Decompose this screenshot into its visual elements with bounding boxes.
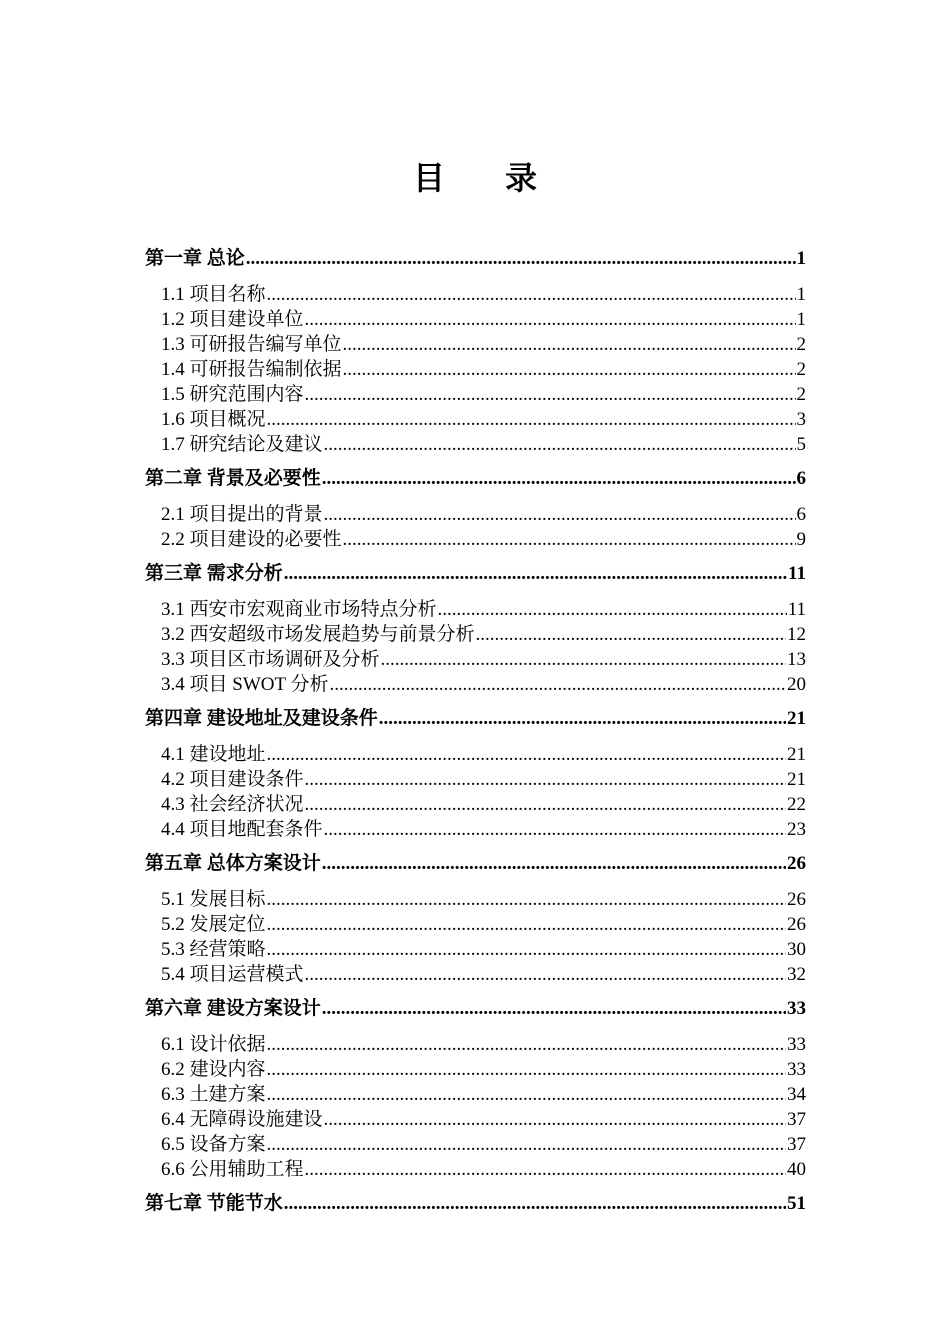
toc-section-entry[interactable] bbox=[145, 1032, 806, 1057]
toc-leader-dots bbox=[324, 432, 796, 457]
toc-section-title: 1.2 项目建设单位 bbox=[161, 309, 304, 330]
toc-chapter-entry[interactable] bbox=[145, 851, 806, 876]
toc-chapter-title: 第五章 总体方案设计 bbox=[145, 853, 321, 874]
toc-leader-dots bbox=[267, 1082, 786, 1107]
toc-section-entry[interactable] bbox=[145, 937, 806, 962]
toc-leader-dots bbox=[438, 597, 787, 622]
toc-page-number: 2 bbox=[796, 384, 806, 405]
toc-section-entry[interactable] bbox=[145, 527, 806, 552]
toc-leader-dots bbox=[267, 1132, 786, 1157]
toc-section-entry[interactable] bbox=[145, 962, 806, 987]
toc-leader-dots bbox=[379, 706, 786, 731]
toc-page-number: 21 bbox=[787, 744, 806, 765]
toc-section-title: 3.1 西安市宏观商业市场特点分析 bbox=[161, 599, 437, 620]
toc-leader-dots bbox=[324, 1107, 786, 1132]
toc-section-title: 6.4 无障碍设施建设 bbox=[161, 1109, 323, 1130]
toc-section-entry[interactable] bbox=[145, 1082, 806, 1107]
toc-leader-dots bbox=[324, 502, 796, 527]
toc-page-number: 37 bbox=[787, 1134, 806, 1155]
toc-chapter-title: 第三章 需求分析 bbox=[145, 563, 283, 584]
toc-leader-dots bbox=[322, 851, 786, 876]
toc-chapter-title: 第四章 建设地址及建设条件 bbox=[145, 708, 378, 729]
toc-section-title: 4.2 项目建设条件 bbox=[161, 769, 304, 790]
toc-section-entry[interactable] bbox=[145, 357, 806, 382]
toc-chapter-entry[interactable] bbox=[145, 561, 806, 586]
toc-section-title: 1.4 可研报告编制依据 bbox=[161, 359, 342, 380]
toc-page-number: 2 bbox=[796, 334, 806, 355]
toc-section-title: 4.4 项目地配套条件 bbox=[161, 819, 323, 840]
toc-leader-dots bbox=[284, 561, 787, 586]
toc-section-entry[interactable] bbox=[145, 382, 806, 407]
toc-section-title: 3.2 西安超级市场发展趋势与前景分析 bbox=[161, 624, 475, 645]
toc-section-entry[interactable] bbox=[145, 672, 806, 697]
toc-leader-dots bbox=[267, 937, 786, 962]
toc-page-number: 21 bbox=[787, 708, 806, 729]
toc-section-title: 1.5 研究范围内容 bbox=[161, 384, 304, 405]
toc-page-number: 22 bbox=[787, 794, 806, 815]
toc-page-number: 5 bbox=[796, 434, 806, 455]
toc-section-entry[interactable] bbox=[145, 792, 806, 817]
toc-section-entry[interactable] bbox=[145, 407, 806, 432]
toc-chapter-title: 第一章 总论 bbox=[145, 248, 245, 269]
toc-section-title: 6.3 土建方案 bbox=[161, 1084, 266, 1105]
toc-page-number: 2 bbox=[796, 359, 806, 380]
toc-page-number: 11 bbox=[787, 599, 806, 620]
toc-section-entry[interactable] bbox=[145, 1132, 806, 1157]
toc-page-number: 32 bbox=[787, 964, 806, 985]
toc-leader-dots bbox=[305, 962, 786, 987]
toc-chapter-title: 第六章 建设方案设计 bbox=[145, 998, 321, 1019]
toc-section-title: 4.1 建设地址 bbox=[161, 744, 266, 765]
toc-page-number: 1 bbox=[796, 284, 806, 305]
table-of-contents bbox=[145, 246, 806, 1227]
toc-section-title: 6.2 建设内容 bbox=[161, 1059, 266, 1080]
toc-page-number: 6 bbox=[796, 504, 806, 525]
toc-leader-dots bbox=[343, 357, 796, 382]
toc-page-number: 33 bbox=[787, 1059, 806, 1080]
toc-leader-dots bbox=[329, 672, 786, 697]
toc-section-title: 2.1 项目提出的背景 bbox=[161, 504, 323, 525]
toc-section-entry[interactable] bbox=[145, 432, 806, 457]
toc-section-title: 5.2 发展定位 bbox=[161, 914, 266, 935]
toc-section-title: 3.3 项目区市场调研及分析 bbox=[161, 649, 380, 670]
toc-section-entry[interactable] bbox=[145, 622, 806, 647]
toc-leader-dots bbox=[305, 1157, 786, 1182]
toc-section-entry[interactable] bbox=[145, 742, 806, 767]
toc-section-title: 1.3 可研报告编写单位 bbox=[161, 334, 342, 355]
toc-section-title: 5.1 发展目标 bbox=[161, 889, 266, 910]
toc-section-title: 6.5 设备方案 bbox=[161, 1134, 266, 1155]
toc-section-entry[interactable] bbox=[145, 1157, 806, 1182]
toc-page-number: 33 bbox=[787, 998, 806, 1019]
toc-section-title: 1.1 项目名称 bbox=[161, 284, 266, 305]
toc-leader-dots bbox=[246, 246, 796, 271]
toc-leader-dots bbox=[476, 622, 786, 647]
toc-leader-dots bbox=[267, 282, 796, 307]
toc-leader-dots bbox=[305, 792, 786, 817]
toc-page-number: 40 bbox=[787, 1159, 806, 1180]
page-title: 目 录 bbox=[412, 160, 563, 196]
toc-page-number: 12 bbox=[787, 624, 806, 645]
toc-section-entry[interactable] bbox=[145, 647, 806, 672]
toc-chapter-title: 第七章 节能节水 bbox=[145, 1193, 283, 1214]
toc-section-entry[interactable] bbox=[145, 912, 806, 937]
toc-section-entry[interactable] bbox=[145, 1057, 806, 1082]
toc-chapter-entry[interactable] bbox=[145, 706, 806, 731]
toc-leader-dots bbox=[267, 1057, 786, 1082]
toc-page-number: 30 bbox=[787, 939, 806, 960]
toc-page-number: 11 bbox=[788, 563, 806, 584]
toc-section-title: 1.7 研究结论及建议 bbox=[161, 434, 323, 455]
toc-page-number: 9 bbox=[796, 529, 806, 550]
toc-section-title: 1.6 项目概况 bbox=[161, 409, 266, 430]
toc-page-number: 26 bbox=[787, 914, 806, 935]
toc-leader-dots bbox=[343, 332, 796, 357]
toc-section-entry[interactable] bbox=[145, 887, 806, 912]
toc-section-title: 6.1 设计依据 bbox=[161, 1034, 266, 1055]
toc-page-number: 21 bbox=[787, 769, 806, 790]
toc-section-entry[interactable] bbox=[145, 282, 806, 307]
toc-page-number: 26 bbox=[787, 889, 806, 910]
toc-page-number: 13 bbox=[787, 649, 806, 670]
toc-leader-dots bbox=[305, 767, 786, 792]
toc-section-entry[interactable] bbox=[145, 767, 806, 792]
toc-leader-dots bbox=[267, 407, 796, 432]
toc-leader-dots bbox=[267, 887, 786, 912]
toc-chapter-title: 第二章 背景及必要性 bbox=[145, 468, 321, 489]
toc-section-title: 4.3 社会经济状况 bbox=[161, 794, 304, 815]
toc-page-number: 34 bbox=[787, 1084, 806, 1105]
toc-page-number: 37 bbox=[787, 1109, 806, 1130]
toc-leader-dots bbox=[305, 382, 796, 407]
toc-leader-dots bbox=[267, 1032, 786, 1057]
toc-chapter-entry[interactable] bbox=[145, 1191, 806, 1216]
toc-page-number: 1 bbox=[796, 248, 806, 269]
toc-chapter-entry[interactable] bbox=[145, 466, 806, 491]
toc-leader-dots bbox=[305, 307, 796, 332]
toc-section-entry[interactable] bbox=[145, 817, 806, 842]
toc-section-entry[interactable] bbox=[145, 502, 806, 527]
toc-leader-dots bbox=[267, 742, 786, 767]
toc-chapter-entry[interactable] bbox=[145, 996, 806, 1021]
toc-leader-dots bbox=[267, 912, 786, 937]
toc-section-title: 5.3 经营策略 bbox=[161, 939, 266, 960]
toc-page-number: 23 bbox=[787, 819, 806, 840]
toc-leader-dots bbox=[381, 647, 786, 672]
toc-section-entry[interactable] bbox=[145, 597, 806, 622]
toc-page-number: 26 bbox=[787, 853, 806, 874]
toc-section-entry[interactable] bbox=[145, 332, 806, 357]
toc-leader-dots bbox=[322, 996, 786, 1021]
toc-leader-dots bbox=[322, 466, 796, 491]
toc-page-number: 33 bbox=[787, 1034, 806, 1055]
toc-section-title: 2.2 项目建设的必要性 bbox=[161, 529, 342, 550]
toc-leader-dots bbox=[343, 527, 796, 552]
toc-chapter-entry[interactable] bbox=[145, 246, 806, 271]
toc-page-number: 6 bbox=[796, 468, 806, 489]
toc-section-title: 6.6 公用辅助工程 bbox=[161, 1159, 304, 1180]
toc-page-number: 1 bbox=[796, 309, 806, 330]
toc-page-number: 51 bbox=[787, 1193, 806, 1214]
toc-section-entry[interactable] bbox=[145, 307, 806, 332]
toc-page-number: 3 bbox=[796, 409, 806, 430]
toc-section-title: 5.4 项目运营模式 bbox=[161, 964, 304, 985]
toc-section-entry[interactable] bbox=[145, 1107, 806, 1132]
toc-leader-dots bbox=[284, 1191, 786, 1216]
toc-section-title: 3.4 项目 SWOT 分析 bbox=[161, 674, 329, 695]
toc-page-number: 20 bbox=[787, 674, 806, 695]
toc-leader-dots bbox=[324, 817, 786, 842]
